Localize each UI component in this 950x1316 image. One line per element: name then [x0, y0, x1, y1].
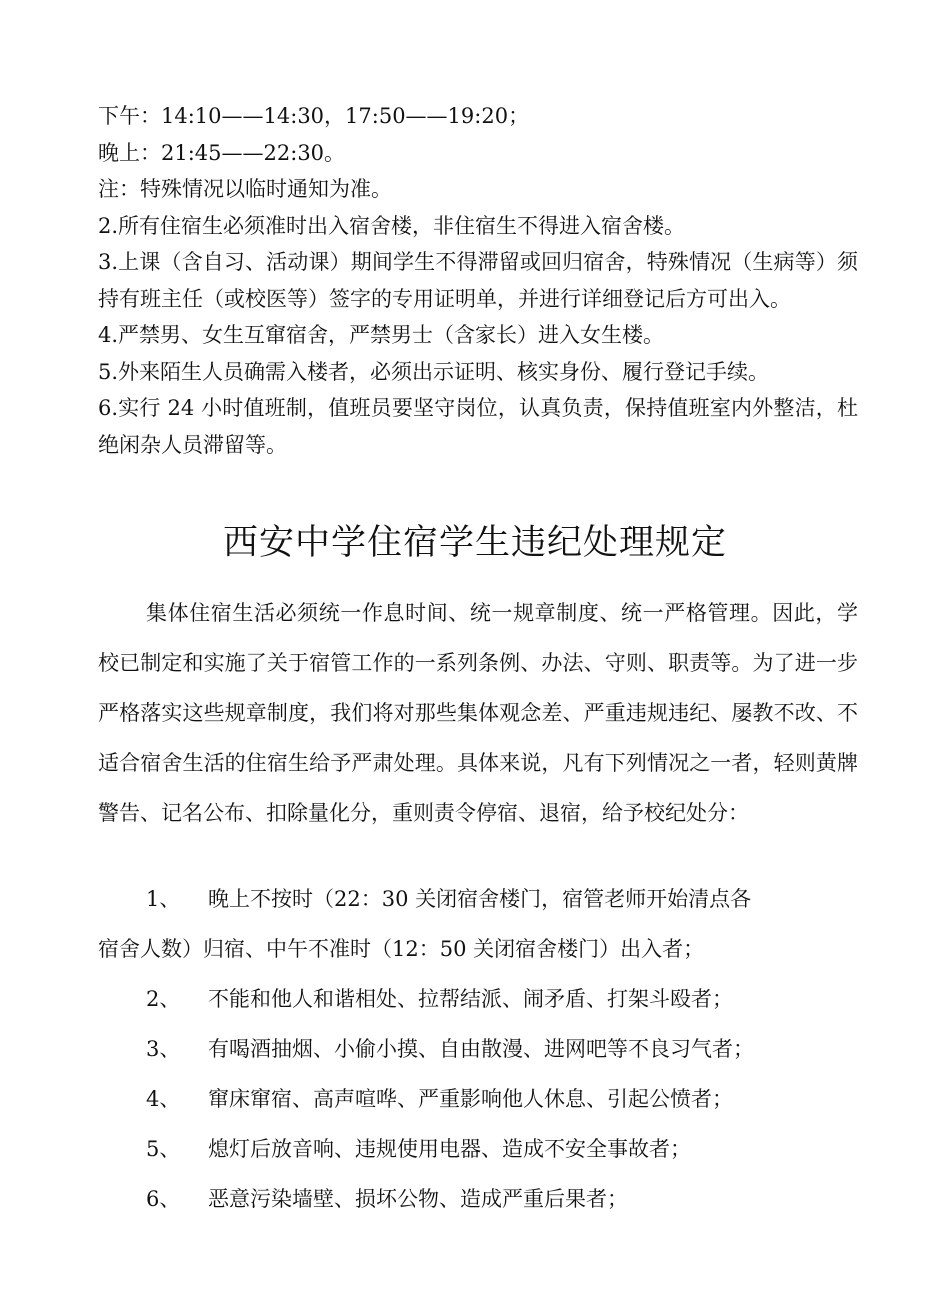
intro-paragraph: 集体住宿生活必须统一作息时间、统一规章制度、统一严格管理。因此，学校已制定和实施了关于宿管工作的一系列条例、办法、守则、职责等。为了进一步严格落实这些规章制度，我们将对那些集体观念差、严重违规违纪、屡教不改、不适合宿舍生活的住宿生给予严肃处理。具体来说，凡有下列情况之一者，轻则黄牌警告、记名公布、扣除量化分，重则责令停宿、退宿，给予校纪处分： [98, 601, 858, 825]
rule-item-4: 4.严禁男、女生互窜宿舍，严禁男士（含家长）进入女生楼。 [98, 323, 665, 347]
violation-text: 恶意污染墙壁、损坏公物、造成严重后果者； [208, 1187, 628, 1211]
violation-number: 3、 [146, 1037, 181, 1061]
violation-item-5 [98, 1124, 858, 1174]
rule-item-2: 2.所有住宿生必须准时出入宿舍楼，非住宿生不得进入宿舍楼。 [98, 213, 686, 238]
violation-item-6 [98, 1174, 858, 1224]
violation-number: 4、 [146, 1087, 181, 1111]
rule-item-3: 3.上课（含自习、活动课）期间学生不得滞留或回归宿舍，特殊情况（生病等）须持有班主任（或校医等）签字的专用证明单，并进行详细登记后方可出入。 [98, 250, 858, 311]
rule-item-6: 6.实行 24 小时值班制，值班员要坚守岗位，认真负责，保持值班室内外整洁，杜绝闲杂人员滞留等。 [98, 396, 858, 457]
violation-item-1-continued: 宿舍人数）归宿、中午不准时（12：50 关闭宿舍楼门）出入者； [98, 937, 705, 961]
violation-list [98, 874, 858, 1224]
document-title: 西安中学住宿学生违纪处理规定 [222, 523, 727, 563]
schedule-note: 注：特殊情况以临时通知为准。 [98, 177, 392, 201]
violation-text: 熄灯后放音响、违规使用电器、造成不安全事故者； [208, 1137, 691, 1161]
violation-number: 1、 [146, 887, 181, 911]
violation-item-2 [98, 974, 858, 1024]
violation-item-4 [98, 1074, 858, 1124]
dormitory-rules-section [98, 98, 858, 463]
violation-number: 2、 [146, 987, 181, 1011]
violation-text: 有喝酒抽烟、小偷小摸、自由散漫、进网吧等不良习气者； [208, 1037, 754, 1061]
violation-item-3 [98, 1024, 858, 1074]
violation-text: 窜床窜宿、高声喧哗、严重影响他人休息、引起公愤者； [208, 1087, 733, 1111]
rule-item-5: 5.外来陌生人员确需入楼者，必须出示证明、核实身份、履行登记手续。 [98, 359, 770, 384]
violation-text: 不能和他人和谐相处、拉帮结派、闹矛盾、打架斗殴者； [208, 987, 733, 1011]
schedule-afternoon: 下午：14:10——14:30，17:50——19:20； [98, 104, 530, 128]
violation-text: 晚上不按时（22：30 关闭宿舍楼门，宿管老师开始清点各 [208, 887, 752, 911]
violation-number: 5、 [146, 1137, 181, 1161]
violation-number: 6、 [146, 1187, 181, 1211]
violation-item-1 [98, 874, 858, 924]
schedule-evening: 晚上：21:45——22:30。 [98, 140, 346, 165]
